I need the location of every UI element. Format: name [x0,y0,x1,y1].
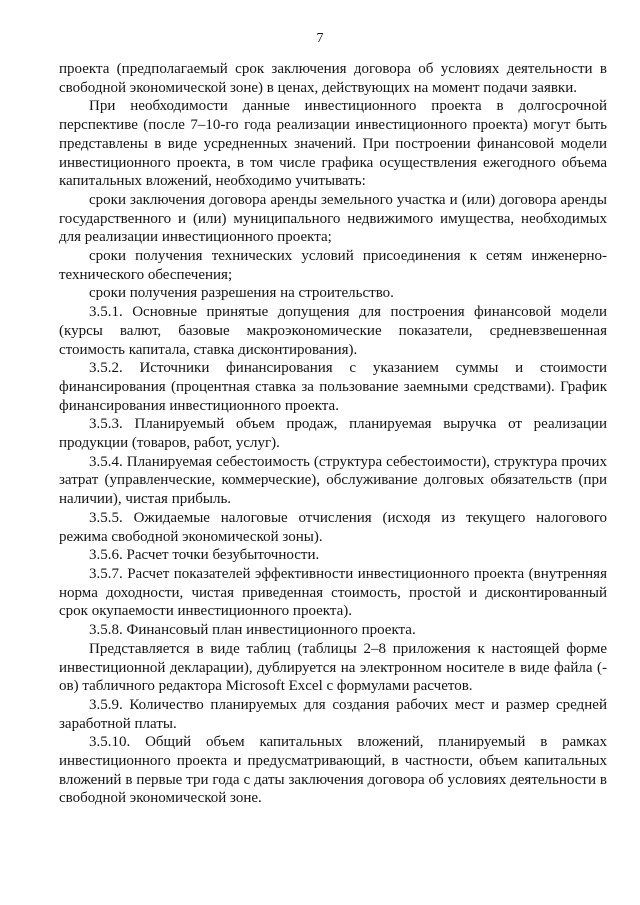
document-body [59,60,607,808]
paragraph-3-5-4: 3.5.4. Планируемая себестоимость (структура себестоимости), структура прочих затрат (управленческие, коммерческие), обслуживание долговых обязательств (при наличии), чистая прибыль. [59,453,607,508]
paragraph-3-5-6: 3.5.6. Расчет точки безубыточности. [89,547,320,564]
paragraph-3-5-10: 3.5.10. Общий объем капитальных вложений, планируемый в рамках инвестиционного проекта и предусматривающий, в частности, объем капитальных вложений в первые три года с даты заключения договора об условиях деятельности в свободной экономической зоне. [59,734,607,807]
paragraph-continuation: проекта (предполагаемый срок заключения договора об условиях деятельности в свободной экономической зоне) в ценах, действующих на момент подачи заявки. [59,61,607,96]
paragraph-3-5-7: 3.5.7. Расчет показателей эффективности инвестиционного проекта (внутренняя норма доходности, чистая приведенная стоимость, простой и дисконтированный срок окупаемости инвестиционного проекта). [59,565,607,620]
paragraph-technical-conditions: сроки получения технических условий присоединения к сетям инженерно-технического обеспечения; [59,248,607,283]
paragraph-3-5-5: 3.5.5. Ожидаемые налоговые отчисления (исходя из текущего налогового режима свободной экономической зоны). [59,509,607,545]
paragraph-construction-permit: сроки получения разрешения на строительство. [89,285,394,302]
paragraph-3-5-1: 3.5.1. Основные принятые допущения для построения финансовой модели (курсы валют, базовые макроэкономические показатели, средневзвешенная стоимость капитала, ставка дисконтирования). [59,304,607,358]
paragraph-3-5-2: 3.5.2. Источники финансирования с указанием суммы и стоимости финансирования (процентная ставка за пользование заемными средствами). График финансирования инвестиционного проекта. [59,360,607,414]
paragraph-long-term-data: При необходимости данные инвестиционного проекта в долгосрочной перспективе (после 7–10-го года реализации инвестиционного проекта) могут быть представлены в виде усредненных значений. При построении финансовой модели инвестиционного проекта, в том числе графика осуществления ежегодного объема капитальных вложений, необходимо учитывать: [59,98,607,190]
paragraph-3-5-3: 3.5.3. Планируемый объем продаж, планируемая выручка от реализации продукции (товаров, работ, услуг). [59,416,607,452]
paragraph-3-5-9: 3.5.9. Количество планируемых для создания рабочих мест и размер средней заработной платы. [59,696,607,732]
paragraph-tables-note: Представляется в виде таблиц (таблицы 2–8 приложения к настоящей форме инвестиционной декларации), дублируется на электронном носителе в виде файла (-ов) табличного редактора Microsoft Excel с формулами расчетов. [59,640,607,695]
paragraph-3-5-8: 3.5.8. Финансовый план инвестиционного проекта. [89,622,416,639]
paragraph-lease-terms: сроки заключения договора аренды земельного участка и (или) договора аренды государственного и (или) муниципального недвижимого имущества, необходимых для реализации инвестиционного проекта; [59,191,607,246]
page-number: 7 [316,31,324,46]
